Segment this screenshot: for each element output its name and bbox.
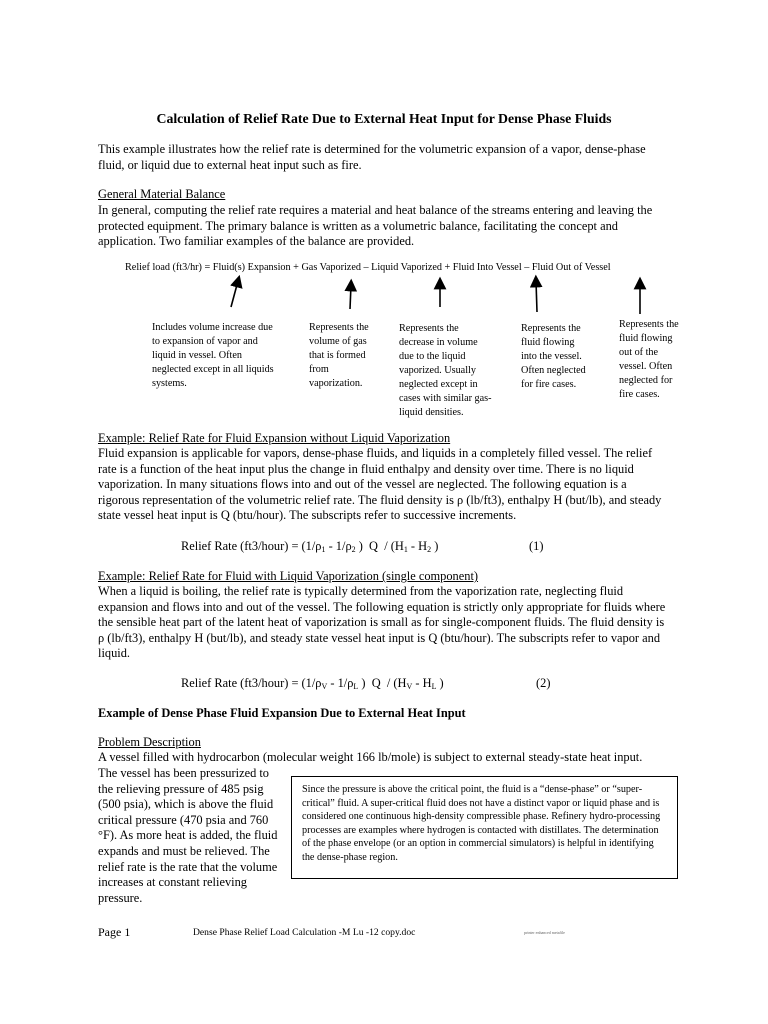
general-heading: General Material Balance <box>98 187 226 201</box>
footer-tiny-text: printer enhanced metafile <box>524 930 565 935</box>
annotation-fluid-in: Represents the fluid flowing into the vessel. Often neglected for fire cases. <box>521 323 586 390</box>
equation-2-number: (2) <box>536 676 551 690</box>
equation-2: Relief Rate (ft3/hour) = ($1/\rho_V - 1/\rho_L$ ) Q / ($H_V - H_L$ ) <box>181 676 444 691</box>
annotation-liquid-vaporized: Represents the decrease in volume due to the liquid vaporized. Usually neglected except in cases with similar gas-liquid densities. <box>399 323 492 418</box>
equation-1: Relief Rate (ft3/hour) = ($1/\rho_1 - 1/\rho_2$ ) Q / ($H_1 - H_2$ ) <box>181 539 439 554</box>
balance-equation: Relief load (ft3/hr) = Fluid(s) Expansion + Gas Vaporized – Liquid Vaporized + Fluid Into Vessel – Fluid Out of Vessel <box>125 262 611 273</box>
equation-1-number: (1) <box>529 539 544 553</box>
problem-heading: Problem Description <box>98 735 201 749</box>
problem-line1: A vessel filled with hydrocarbon (molecular weight 166 lb/mole) is subject to external steady-state heat input. <box>98 750 643 764</box>
footer-page-number: Page 1 <box>98 925 131 939</box>
footer-doc-name: Dense Phase Relief Load Calculation -M Lu -12 copy.doc <box>193 927 416 938</box>
general-body: In general, computing the relief rate requires a material and heat balance of the streams entering and leaving the protected equipment. The primary balance is written as a volumetric balance, facilitating the concept and application. Two familiar examples of the balance are provided. <box>98 203 653 249</box>
example1-body: Fluid expansion is applicable for vapors, dense-phase fluids, and liquids in a completely filled vessel. The relief rate is a function of the heat input plus the change in fluid enthalpy and density over time. There is no liquid vaporization. In many situations flows into and out of the vessel are neglected. The following equation is a rigorous representation of the volumetric relief rate. The fluid density is ρ (lb/ft3), enthalpy H (but/lb), and steady state vessel heat input is Q (btu/hour). The subscripts refer to successive increments. <box>98 446 662 523</box>
intro-paragraph: This example illustrates how the relief rate is determined for the volumetric expansion of a vapor, dense-phase fluid, or liquid due to external heat input such as fire. <box>98 142 646 172</box>
arrow-4 <box>536 281 537 312</box>
example1-heading: Example: Relief Rate for Fluid Expansion without Liquid Vaporization <box>98 431 451 445</box>
equation-1-lhs: Relief Rate (ft3/hour) = <box>181 539 299 553</box>
arrow-2 <box>350 285 351 309</box>
annotation-expansion: Includes volume increase due to expansion of vapor and liquid in vessel. Often neglected except in all liquids systems. <box>152 322 274 389</box>
problem-left-text: The vessel has been pressurized to the relieving pressure of 485 psig (500 psia), which is above the fluid critical pressure (470 psia and 760 °F). As more heat is added, the fluid expands and must be relieved. The relief rate is the rate that the volume increases at constant relieving pressure. <box>98 766 278 905</box>
equation-2-lhs: Relief Rate (ft3/hour) = <box>181 676 299 690</box>
example2-heading: Example: Relief Rate for Fluid with Liquid Vaporization (single component) <box>98 569 479 583</box>
dense-phase-heading: Example of Dense Phase Fluid Expansion Due to External Heat Input <box>98 706 466 720</box>
annotation-gas-vaporized: Represents the volume of gas that is formed from vaporization. <box>309 322 369 389</box>
dense-phase-note-box: Since the pressure is above the critical point, the fluid is a “dense-phase” or “super-critical” fluid. A super-critical fluid does not have a distinct vapor or liquid phase and is considered one continuous high-density compressible phase. Refinery hydro-processing processes are examples where hydrogen is contacted with distillates. The determination of the phase envelope (or an option in commercial simulators) is helpful in identifying the dense-phase region. <box>291 776 678 879</box>
annotation-fluid-out: Represents the fluid flowing out of the vessel. Often neglected for fire cases. <box>619 319 679 400</box>
page-title: Calculation of Relief Rate Due to External Heat Input for Dense Phase Fluids <box>156 111 612 126</box>
arrow-1 <box>231 281 238 307</box>
example2-body: When a liquid is boiling, the relief rate is typically determined from the vaporization rate, neglecting fluid expansion and flows into and out of the vessel. The following equation is strictly only appropriate for fluids where the sensible heat part of the latent heat of vaporization is small as for single-component fluids. The fluid density is ρ (lb/ft3), enthalpy H (but/lb), and steady state vessel heat input is Q (btu/hour). The subscripts refer to vapor and liquid. <box>98 584 666 661</box>
